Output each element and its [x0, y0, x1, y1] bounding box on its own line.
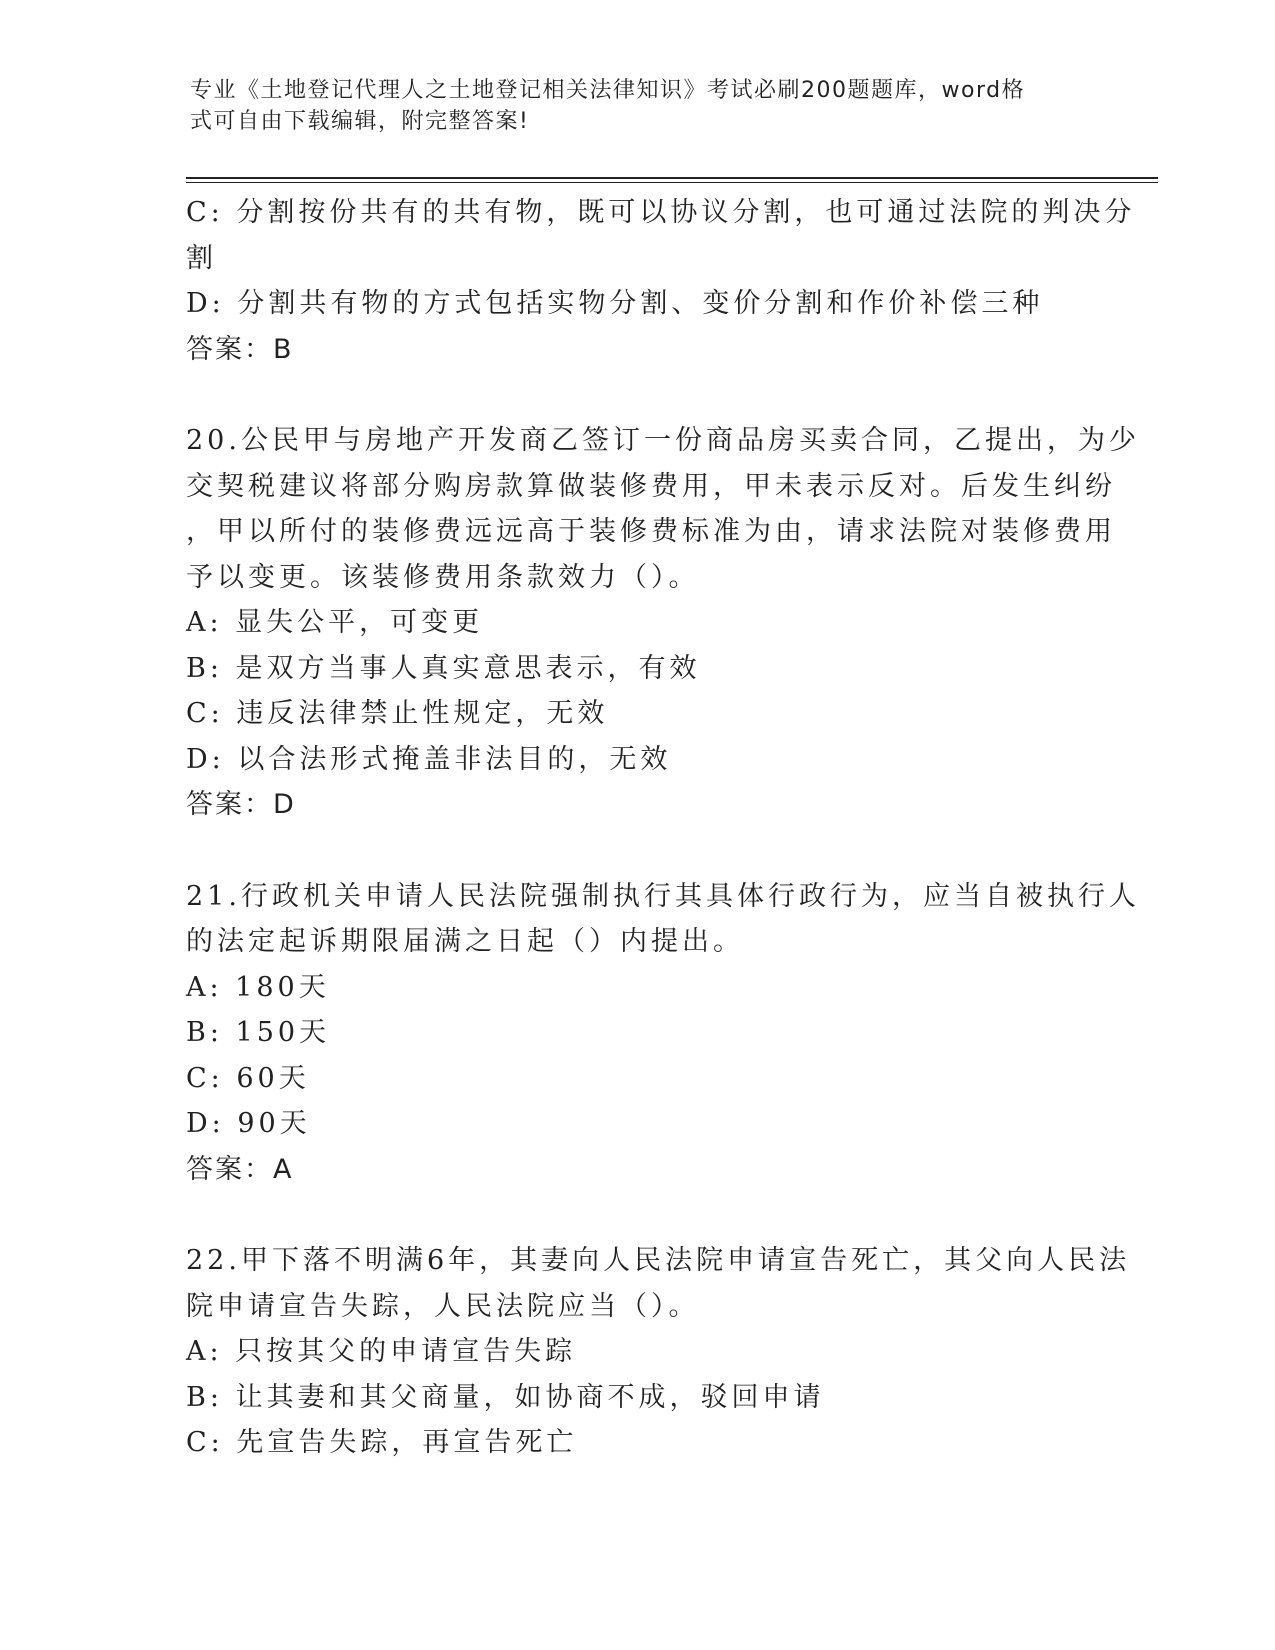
option-c: C: 先宣告失踪，再宣告死亡: [186, 1427, 578, 1458]
answer: 答案：A: [186, 1153, 294, 1185]
option-c-continued: 割: [186, 242, 217, 274]
question-19-tail: [186, 190, 1136, 372]
option-b: B: 让其妻和其父商量，如协商不成，驳回申请: [186, 1381, 825, 1413]
header-title-line-1: 专业《土地登记代理人之土地登记相关法律知识》考试必刷200题题库，word格: [190, 78, 1026, 103]
header-divider-thick: [186, 177, 1158, 179]
question-stem: 院申请宣告失踪，人民法院应当（）。: [186, 1290, 700, 1322]
answer: 答案：B: [186, 333, 294, 365]
option-b: B: 150天: [186, 1017, 331, 1048]
option-c: C: 60天: [186, 1062, 310, 1094]
question-stem: 21.行政机关申请人民法院强制执行其具体行政行为，应当自被执行人: [186, 880, 1140, 912]
question-22: [186, 1238, 1131, 1466]
option-a: A: 只按其父的申请宣告失踪: [186, 1336, 577, 1367]
option-a: A: 180天: [186, 971, 330, 1003]
option-d: D: 以合法形式掩盖非法目的，无效: [186, 743, 672, 775]
question-stem: 的法定起诉期限届满之日起（）内提出。: [186, 926, 744, 957]
option-c: C: 违反法律禁止性规定，无效: [186, 698, 609, 729]
spacer: [186, 828, 1086, 874]
question-list: [186, 190, 1140, 1466]
question-stem: 22.甲下落不明满6年，其妻向人民法院申请宣告死亡，其父向人民法: [186, 1245, 1131, 1276]
option-c: C: 分割按份共有的共有物，既可以协议分割，也可通过法院的判决分: [186, 197, 1136, 228]
question-20: [186, 418, 1140, 828]
option-b: B: 是双方当事人真实意思表示，有效: [186, 652, 701, 684]
page-header: [190, 75, 1090, 137]
question-stem: ，甲以所付的装修费远远高于装修费标准为由，请求法院对装修费用: [186, 516, 1116, 547]
header-divider-thin: [186, 182, 1158, 183]
question-stem: 予以变更。该装修费用条款效力（）。: [186, 561, 700, 593]
question-stem: 交契税建议将部分购房款算做装修费用，甲未表示反对。后发生纠纷: [186, 470, 1116, 502]
question-21: [186, 874, 1140, 1193]
option-d: D: 90天: [186, 1108, 311, 1139]
question-stem: 20.公民甲与房地产开发商乙签订一份商品房买卖合同，乙提出，为少: [186, 425, 1140, 456]
spacer: [186, 1192, 1086, 1238]
answer: 答案：D: [186, 789, 296, 820]
header-title-line-2: 式可自由下载编辑，附完整答案!: [190, 109, 530, 134]
spacer: [186, 372, 1086, 418]
option-d: D: 分割共有物的方式包括实物分割、变价分割和作价补偿三种: [186, 288, 1044, 319]
option-a: A: 显失公平，可变更: [186, 607, 484, 638]
